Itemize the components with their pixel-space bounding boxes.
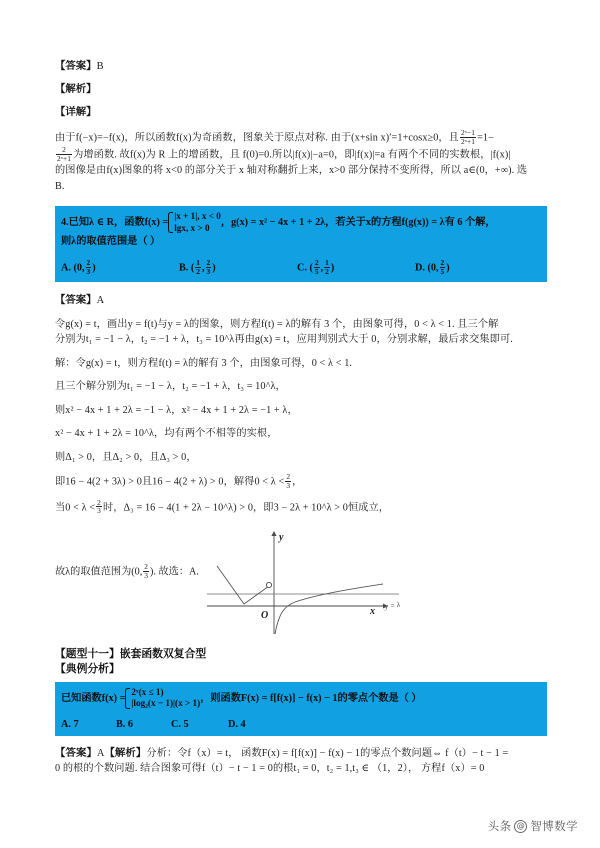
question-4-options — [61, 259, 541, 276]
typical-option-d-value: 4 — [240, 718, 246, 730]
option-c-key: C. — [297, 263, 307, 275]
detail-paragraph-line-3: 的图像是由f(x)图象的将 x<0 的部分关于 x 轴对称翻折上来，x>0 部分保持不变所得，所以 a∈(0，+∞). 选 — [55, 165, 528, 177]
solution-4-line-2: 分别为t₁ = −1 − λ，t₂ = −1 + λ，t₃ = 10^λ再由g(x) = t，应用判别式大于 0，分别求解，最后求交集即可. — [55, 334, 513, 346]
typical-solution-answer-value: A — [96, 747, 105, 759]
typical-option-a[interactable] — [61, 719, 116, 730]
option-b[interactable]: B. ( $\frac{1}{2}$ , $\frac{2}{3}$ ) — [179, 258, 216, 277]
option-b-close: ) — [212, 263, 216, 275]
detail-fraction-2: $\frac{2}{\text{2ˣ+1}}$ — [57, 145, 72, 163]
typical-question-stem-prefix: 已知函数f(x) = — [61, 692, 126, 704]
solution-4-line-5: 则x² − 4x + 1 + 2λ = −1 − λ，x² − 4x + 1 + 2λ = −1 + λ， — [55, 404, 298, 416]
option-b-key: B. — [179, 263, 189, 275]
detail-paragraph-line-2: $\frac{2}{\text{2ˣ+1}}$ 为增函数. 故f(x)为 R 上的增函数，且 f(0)=0.所以|f(x)|−a=0，即|f(x)|=a 有两个不同的实数根，|f(x)| — [57, 145, 511, 163]
question-4-stem-mid: ，g(x) = x² − 4x + 1 + 2λ，若关于x的方程f(g(x)) = λ有 6 个解， — [220, 217, 496, 229]
option-b-fraction-right: $\frac{2}{3}$ — [206, 258, 211, 277]
watermark — [488, 818, 578, 834]
option-b-fraction-left: $\frac{1}{2}$ — [196, 258, 200, 277]
at-icon: @ — [514, 820, 527, 833]
solution-4-line-8: 即16 − 4(2 + 3λ) > 0且16 − 4(2 + λ) > 0，解得0 < λ < $\frac{2}{3}$ ， — [55, 472, 303, 491]
open-point-marker — [266, 582, 271, 587]
abs-value-branch — [217, 566, 269, 604]
solution-4-line-7: 则Δ₁ > 0，且Δ₂ > 0，且Δ₃ > 0， — [55, 451, 197, 463]
typical-option-b[interactable] — [116, 719, 171, 730]
typical-question-highlight-box — [55, 682, 547, 736]
typical-solution-analysis-tag: 【解析】 — [104, 746, 147, 759]
typical-question-stem-mid: ，则函数F(x) = f[f(x)] − f(x) − 1的零点个数是（ ） — [200, 692, 422, 704]
typical-option-d[interactable] — [228, 719, 278, 730]
typical-solution-line-2: 0 的根的个数问题. 结合图象可得f（t）− t − 1 = 0的根t₁ = 0，t₂ = 1,t₃ ∈ （1，2）， 方程f（x）= 0 — [55, 763, 485, 775]
solution-4-answer-tag: 【答案】 — [55, 293, 97, 306]
typical-option-a-value: 7 — [73, 718, 79, 730]
solution-4-fraction-2: $\frac{2}{3}$ — [97, 497, 101, 516]
conclusion-prefix: 故λ的取值范围为(0, — [55, 566, 143, 578]
option-d-close: ) — [446, 263, 450, 275]
section-title: 【题型十一】嵌套函数双复合型 — [55, 646, 207, 660]
solution-4-answer-value: A — [96, 294, 105, 306]
solution-4-line-1: 令g(x) = t，画出y = f(t)与y = λ的图象，则方程f(t) = λ的解有 3 个，由图象可得，0 < λ < 1. 且三个解 — [55, 318, 499, 330]
option-d-fraction: $\frac{2}{5}$ — [440, 258, 445, 277]
typical-option-d-key: D. — [228, 718, 238, 730]
typical-question-options — [61, 719, 541, 730]
option-a-close: ) — [92, 263, 96, 275]
typical-question-stem — [61, 687, 541, 710]
answer-tag: 【答案】 — [55, 60, 97, 72]
typical-question-piece-1: 2ˣ(x ≤ 1) — [131, 686, 164, 697]
typical-question-piece-2: |log₂(x − 1)|(x > 1) — [131, 698, 201, 709]
question-4-stem-line-2: 则λ的取值范围是（ ） — [61, 236, 161, 248]
detail-tag: 【详解】 — [55, 106, 97, 118]
option-c-fraction-right: $\frac{1}{2}$ — [325, 258, 329, 277]
typical-option-b-key: B. — [116, 718, 126, 730]
watermark-source: 头条 — [487, 819, 512, 833]
log-branch — [275, 584, 383, 634]
option-b-sep: , — [202, 263, 205, 275]
question-4-piece-1: |x + 1|, x < 0 — [174, 211, 221, 222]
typical-option-a-key: A. — [61, 718, 71, 730]
question-4-stem-line-1 — [61, 211, 541, 234]
solution-4-conclusion — [55, 563, 199, 580]
option-d[interactable] — [415, 259, 525, 276]
option-a-fraction: $\frac{2}{3}$ — [86, 258, 91, 277]
typical-solution-answer-tag: 【答案】 — [55, 746, 97, 759]
function-graph-figure — [199, 526, 404, 638]
detail-tag-line — [55, 104, 547, 121]
answer-value: B — [96, 61, 104, 72]
option-d-open: (0, — [427, 263, 439, 275]
typical-question-piecewise — [125, 687, 200, 710]
typical-option-c-value: 5 — [183, 718, 189, 730]
typical-solution-line-1 — [55, 746, 547, 762]
solution-4-line-9: 当0 < λ < $\frac{2}{3}$ 时，Δ₃ = 16 − 4(1 + 2λ − 10^λ) > 0，即3 − 2λ + 10^λ > 0恒成立， — [55, 497, 390, 516]
detail-paragraph-line-1: 由于f(−x)=−f(x)，所以函数f(x)为奇函数，图象关于原点对称. 由于(x+sin x)′=1+cosx≥0，且 $\frac{\text{2ˣ−1}}{\text{2ˣ+1}}$ =1− — [55, 128, 494, 146]
section-subtitle: 【典例分析】 — [55, 661, 120, 675]
option-d-key: D. — [415, 263, 425, 275]
document-content — [55, 58, 547, 777]
lambda-line-label: y = λ — [383, 599, 401, 611]
question-4-piecewise — [168, 211, 221, 234]
option-a-open: (0, — [73, 263, 85, 275]
solution-4-line-6: x² − 4x + 1 + 2λ = 10^λ，均有两个不相等的实根， — [55, 428, 278, 440]
option-c-sep: , — [320, 263, 324, 275]
option-c-close: ) — [330, 263, 335, 275]
conclusion-tail: ). 故选：A. — [150, 566, 199, 578]
solution-4-line-3: 解：令g(x) = t，则方程f(t) = λ的解有 3 个，由图象可得，0 < λ < 1. — [55, 357, 353, 369]
solution-4-fraction-1: $\frac{2}{3}$ — [286, 472, 291, 491]
graph-svg — [199, 526, 404, 638]
question-4-stem-prefix: 已知λ ∈ R，函数f(x) = — [68, 217, 169, 229]
typical-option-c-key: C. — [171, 718, 181, 730]
conclusion-fraction: $\frac{2}{3}$ — [144, 562, 148, 580]
y-axis-arrow — [271, 531, 276, 536]
option-c[interactable]: C. ( $\frac{2}{5}$ , $\frac{1}{2}$ ) — [297, 258, 335, 277]
question-4-piece-2: lgx, x > 0 — [174, 222, 210, 233]
watermark-account: 智博数学 — [530, 819, 578, 833]
solution-4-answer-line — [55, 292, 547, 309]
figure-wrapper — [55, 526, 547, 638]
typical-option-c[interactable] — [171, 719, 228, 730]
option-a[interactable] — [61, 259, 179, 276]
option-a-key: A. — [61, 263, 71, 275]
x-axis-label: x — [369, 605, 375, 617]
origin-label: O — [260, 609, 268, 621]
question-4-number: 4. — [61, 217, 69, 229]
question-4-highlight-box — [55, 206, 547, 282]
typical-option-b-value: 6 — [127, 718, 133, 730]
option-c-fraction-left: $\frac{2}{5}$ — [314, 258, 319, 277]
analysis-tag-line — [55, 81, 547, 98]
y-axis-label: y — [278, 531, 283, 543]
detail-paragraph-line-4: B. — [55, 180, 65, 192]
analysis-tag: 【解析】 — [55, 83, 97, 95]
answer-line-b — [55, 58, 547, 75]
solution-4-line-4: 且三个解分别为t₁ = −1 − λ，t₂ = −1 + λ，t₃ = 10^λ， — [55, 381, 286, 393]
typical-solution-text-1: 分析：令f（x）= t， 函数F(x) = f[f(x)] − f(x) − 1的零点个数问题⇔ f（t）− t − 1 = — [146, 747, 509, 759]
detail-fraction-1: $\frac{\text{2ˣ−1}}{\text{2ˣ+1}}$ — [460, 128, 476, 146]
